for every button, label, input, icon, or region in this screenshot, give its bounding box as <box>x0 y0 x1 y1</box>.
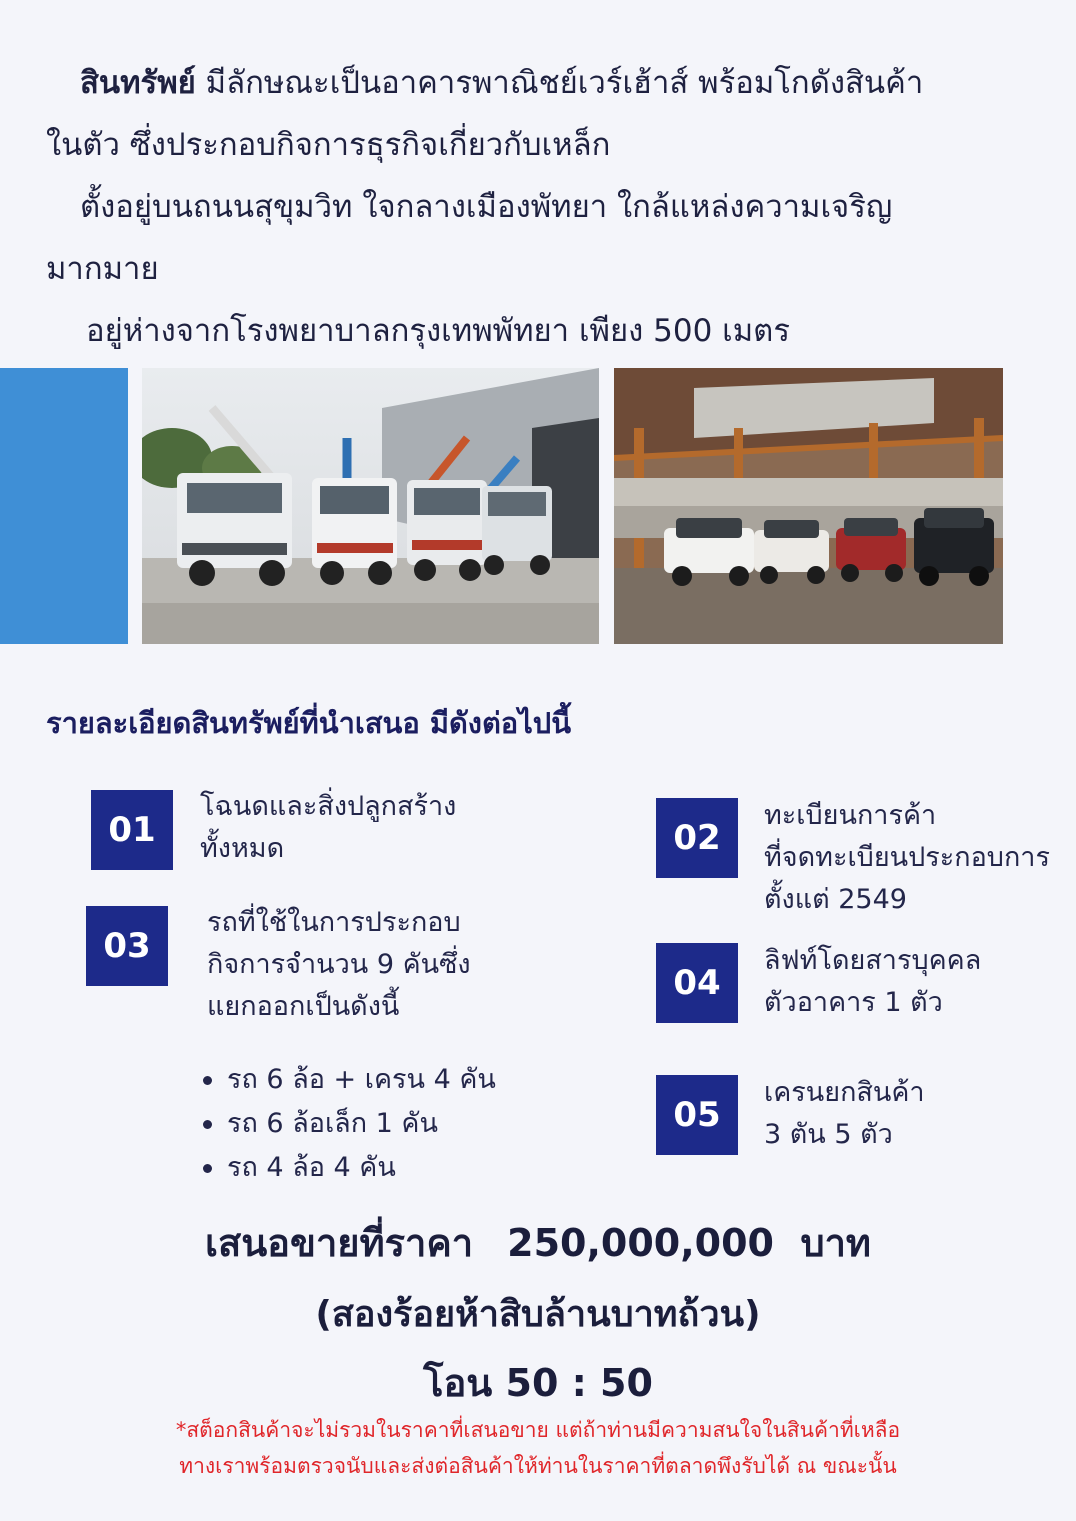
footnote-line-2: ทางเราพร้อมตรวจนับและส่งต่อสินค้าให้ท่านในราคาที่ตลาดพึงรับได้ ณ ขณะนั้น <box>179 1454 897 1478</box>
transfer-split: โอน 50 : 50 <box>423 1361 653 1405</box>
item-02-text <box>764 795 1050 921</box>
item-number-01: 01 <box>91 790 173 870</box>
intro-line-1-rest: มีลักษณะเป็นอาคารพาณิชย์เวร์เฮ้าส์ พร้อมโกดังสินค้า <box>195 65 924 101</box>
item-03-line-3: แยกออกเป็นดังนี้ <box>207 991 400 1022</box>
item-03-line-2: กิจการจำนวน 9 คันซึ่ง <box>207 949 471 980</box>
item-number-04: 04 <box>656 943 738 1023</box>
item-05-line-2: 3 ตัน 5 ตัว <box>764 1119 893 1150</box>
section-title: รายละเอียดสินทรัพย์ที่นำเสนอ มีดังต่อไปนี้ <box>46 706 572 740</box>
list-item: รถ 6 ล้อเล็ก 1 คัน <box>200 1102 496 1146</box>
item-03-line-1: รถที่ใช้ในการประกอบ <box>207 907 461 938</box>
item-05-text <box>764 1072 925 1156</box>
item-05-line-1: เครนยกสินค้า <box>764 1077 925 1108</box>
item-04-line-2: ตัวอาคาร 1 ตัว <box>764 987 943 1018</box>
price-line <box>0 1212 1076 1273</box>
intro-line-3: ตั้งอยู่บนถนนสุขุมวิท ใจกลางเมืองพัทยา ใกล้แหล่งความเจริญ <box>80 189 893 225</box>
item-01-line-2: ทั้งหมด <box>200 833 285 864</box>
item-03-text <box>207 902 471 1028</box>
intro-line-1 <box>46 52 1046 114</box>
item-02-line-1: ทะเบียนการค้า <box>764 800 937 831</box>
item-01-line-1: โฉนดและสิ่งปลูกสร้าง <box>200 791 457 822</box>
photo-trucks <box>142 368 599 644</box>
item-number-02: 02 <box>656 798 738 878</box>
item-04-text <box>764 940 981 1024</box>
footnote-line-1: *สต็อกสินค้าจะไม่รวมในราคาที่เสนอขาย แต่ถ้าท่านมีความสนใจในสินค้าที่เหลือ <box>175 1418 901 1442</box>
item-number-03: 03 <box>86 906 168 986</box>
intro-text <box>46 52 1046 362</box>
item-02-line-2: ที่จดทะเบียนประกอบการ <box>764 842 1050 873</box>
list-item: รถ 6 ล้อ + เครน 4 คัน <box>200 1058 496 1102</box>
intro-line-5: อยู่ห่างจากโรงพยาบาลกรุงเทพพัทยา เพียง 500 เมตร <box>86 313 790 349</box>
intro-line-2: ในตัว ซึ่งประกอบกิจการธุรกิจเกี่ยวกับเหล็ก <box>46 127 611 163</box>
item-number-05: 05 <box>656 1075 738 1155</box>
vehicle-list <box>200 1058 496 1190</box>
price-unit: บาท <box>800 1221 871 1265</box>
footnote <box>0 1412 1076 1484</box>
accent-bar <box>0 368 128 644</box>
price-label: เสนอขายที่ราคา <box>205 1221 474 1265</box>
item-01-text <box>200 786 456 870</box>
list-item: รถ 4 ล้อ 4 คัน <box>200 1146 496 1190</box>
price-in-words: (สองร้อยห้าสิบล้านบาทถ้วน) <box>315 1294 761 1335</box>
item-02-line-3: ตั้งแต่ 2549 <box>764 884 907 915</box>
intro-line-4: มากมาย <box>46 251 159 287</box>
intro-bold-word: สินทรัพย์ <box>80 65 196 101</box>
item-04-line-1: ลิฟท์โดยสารบุคคล <box>764 945 982 976</box>
price-amount: 250,000,000 <box>507 1221 774 1265</box>
photo-warehouse-pickups <box>614 368 1003 644</box>
